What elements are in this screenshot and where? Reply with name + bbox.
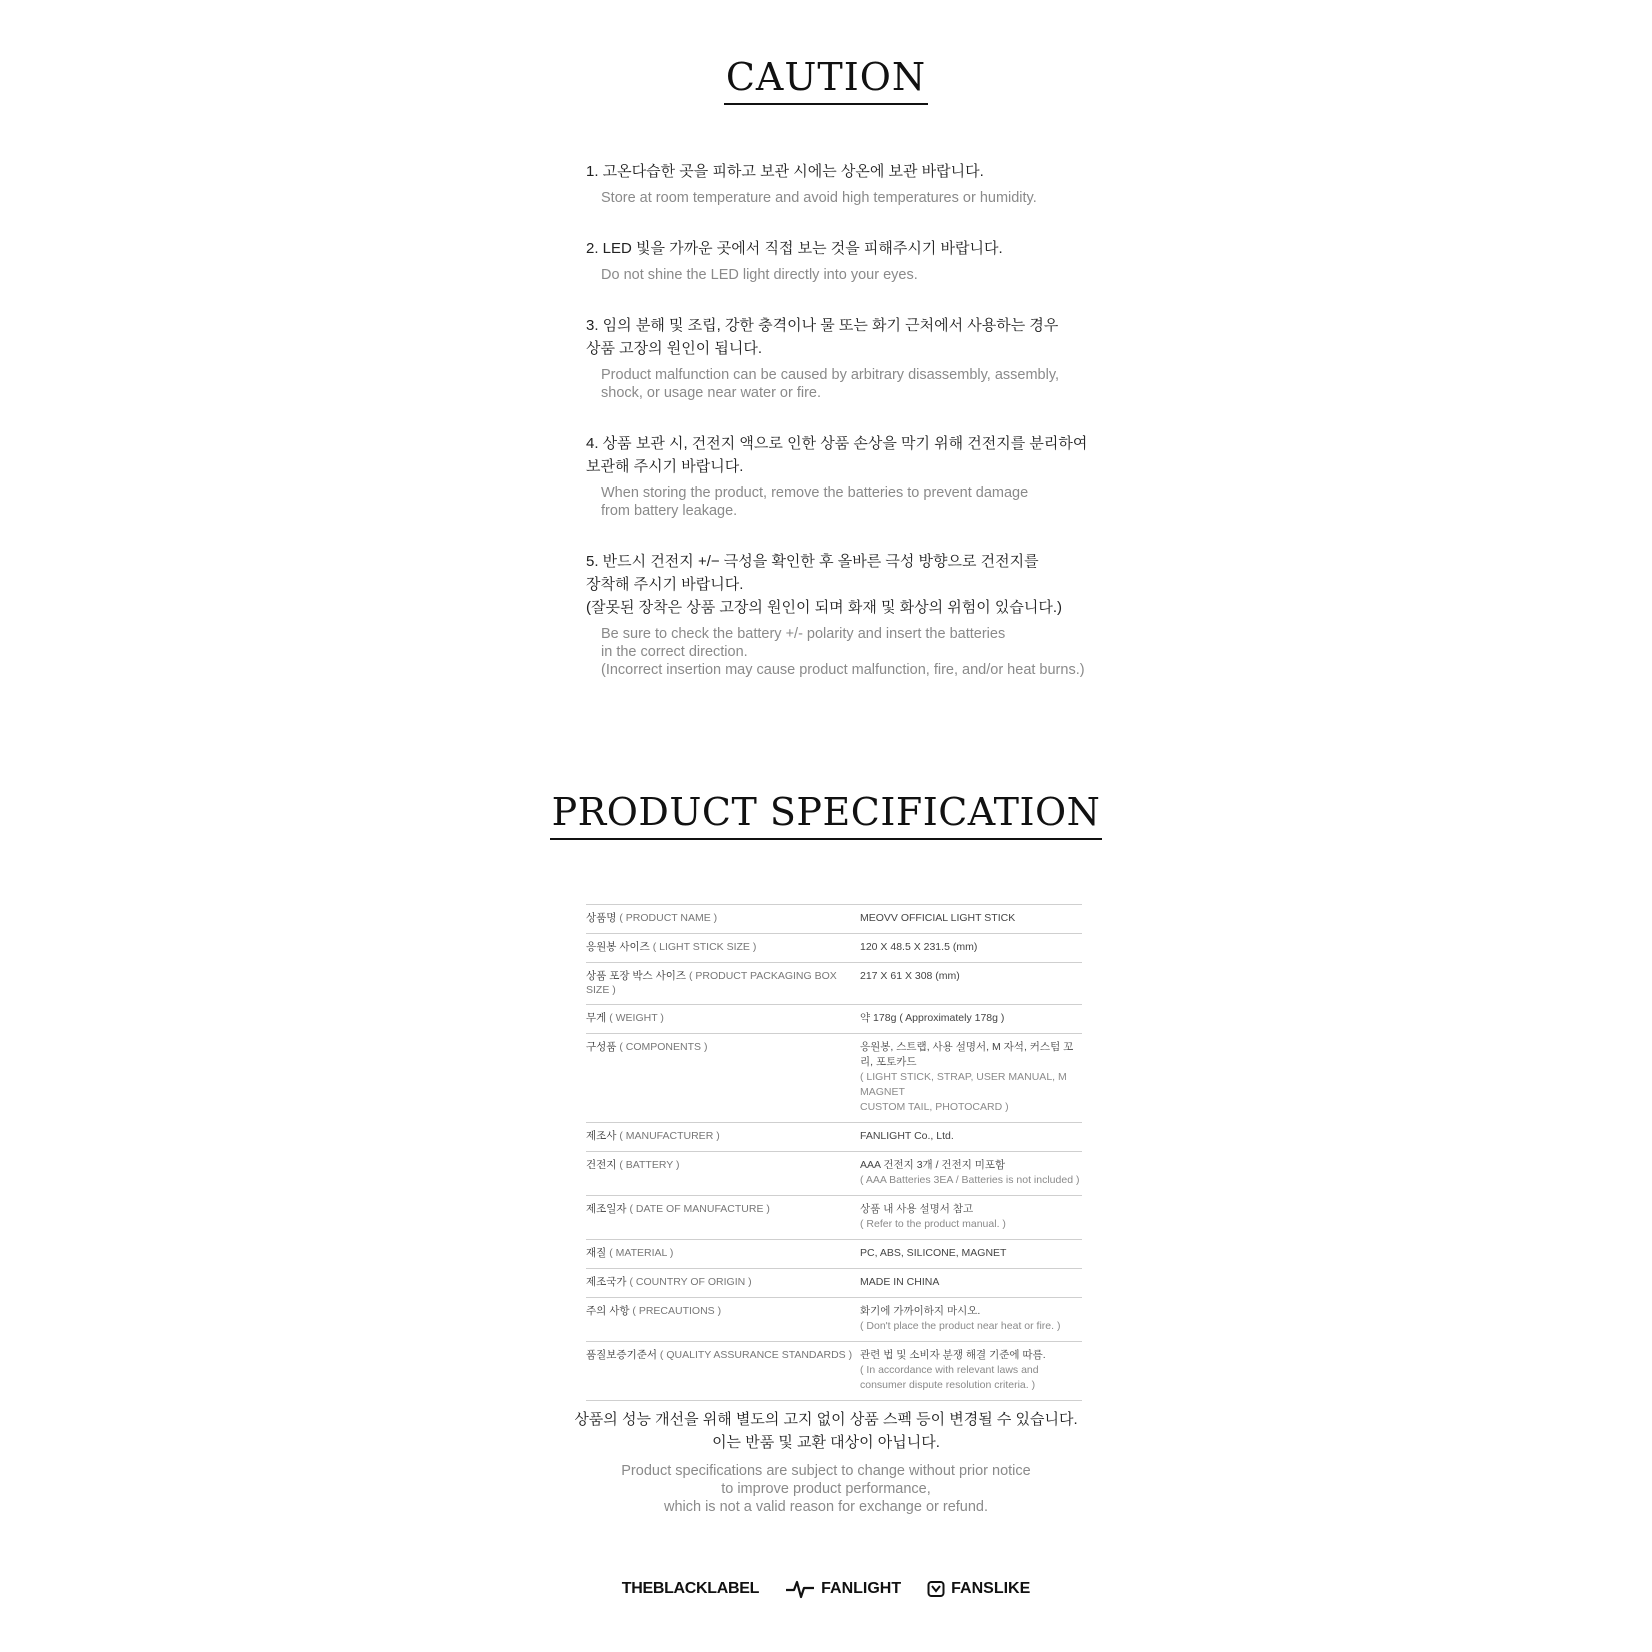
notice-korean: 상품의 성능 개선을 위해 별도의 고지 없이 상품 스펙 등이 변경될 수 있습니다. 이는 반품 및 교환 대상이 아닙니다. <box>574 1411 1078 1451</box>
spec-key <box>586 1158 860 1188</box>
spec-key-english: ( COMPONENTS ) <box>616 1041 708 1053</box>
spec-key-korean: 재질 <box>586 1247 607 1259</box>
brand-logos <box>0 1578 1652 1600</box>
spec-value-main: 120 X 48.5 X 231.5 (mm) <box>860 941 978 953</box>
spec-key <box>586 911 860 926</box>
fanlight-logo <box>785 1578 901 1600</box>
spec-key-english: ( COUNTRY OF ORIGIN ) <box>626 1276 752 1288</box>
spec-value-sub: ( AAA Batteries 3EA / Batteries is not included ) <box>860 1174 1080 1186</box>
spec-key-english: ( MANUFACTURER ) <box>616 1130 720 1142</box>
fanslike-mark-icon <box>927 1580 945 1598</box>
spec-key <box>586 940 860 955</box>
spec-key-korean: 구성품 <box>586 1041 617 1053</box>
spec-key-english: ( MATERIAL ) <box>606 1247 674 1259</box>
caution-title: CAUTION <box>724 55 928 105</box>
spec-key-korean: 주의 사항 <box>586 1305 630 1317</box>
caution-item-english: Product malfunction can be caused by arbitrary disassembly, assembly, shock, or usage near water or fire. <box>601 367 1060 401</box>
spec-title: PRODUCT SPECIFICATION <box>550 790 1103 840</box>
spec-key-english: ( QUALITY ASSURANCE STANDARDS ) <box>657 1349 853 1361</box>
spec-row <box>586 1005 1082 1034</box>
spec-key <box>586 1011 860 1026</box>
spec-value-main: FANLIGHT Co., Ltd. <box>860 1130 954 1142</box>
spec-key <box>586 1202 860 1232</box>
spec-row <box>586 1196 1082 1240</box>
spec-key-korean: 제조일자 <box>586 1203 627 1215</box>
spec-key-english: ( PRODUCT NAME ) <box>616 912 718 924</box>
spec-row <box>586 1269 1082 1298</box>
caution-item-english: Store at room temperature and avoid high temperatures or humidity. <box>601 190 1037 206</box>
caution-item-korean: 4. 상품 보관 시, 건전지 액으로 인한 상품 손상을 막기 위해 건전지를 분리하여 보관해 주시기 바랍니다. <box>586 435 1088 475</box>
spec-key-english: ( BATTERY ) <box>616 1159 680 1171</box>
spec-value <box>860 969 1082 997</box>
spec-value <box>860 1246 1082 1261</box>
spec-value-sub: ( Refer to the product manual. ) <box>860 1218 1006 1230</box>
spec-value <box>860 1304 1082 1334</box>
caution-item-korean: 3. 임의 분해 및 조립, 강한 충격이나 물 또는 화기 근처에서 사용하는 경우 상품 고장의 원인이 됩니다. <box>586 317 1059 357</box>
spec-key-korean: 제조사 <box>586 1130 617 1142</box>
theblacklabel-logo-text: THEBLACKLABEL <box>621 1580 760 1597</box>
spec-key <box>586 1275 860 1290</box>
spec-value-main: 약 178g ( Approximately 178g ) <box>860 1012 1005 1024</box>
spec-value-main: 응원봉, 스트랩, 사용 설명서, M 자석, 커스텀 꼬리, 포토카드 <box>860 1041 1074 1068</box>
spec-value <box>860 1129 1082 1144</box>
caution-item <box>586 314 1106 402</box>
spec-key <box>586 1129 860 1144</box>
spec-row <box>586 1298 1082 1342</box>
spec-key-english: ( WEIGHT ) <box>606 1012 664 1024</box>
spec-key-english: ( PRECAUTIONS ) <box>629 1305 722 1317</box>
spec-heading <box>0 790 1652 840</box>
theblacklabel-logo <box>622 1580 759 1598</box>
spec-change-notice <box>0 1408 1652 1516</box>
notice-english: Product specifications are subject to change without prior notice to improve product performance, which is not a valid reason for exchange or refund. <box>621 1463 1031 1515</box>
spec-value-sub: ( In accordance with relevant laws and consumer dispute resolution criteria. ) <box>860 1364 1039 1391</box>
caution-item-korean: 5. 반드시 건전지 +/− 극성을 확인한 후 올바른 극성 방향으로 건전지를 장착해 주시기 바랍니다. (잘못된 장착은 상품 고장의 원인이 되며 화재 및 화상의 위험이 있습니다.) <box>586 553 1063 616</box>
spec-value <box>860 1275 1082 1290</box>
spec-value-main: 관련 법 및 소비자 분쟁 해결 기준에 따름. <box>860 1349 1046 1361</box>
spec-row <box>586 1342 1082 1401</box>
spec-key-korean: 상품명 <box>586 912 617 924</box>
caution-item <box>586 432 1106 520</box>
caution-item-korean: 2. LED 빛을 가까운 곳에서 직접 보는 것을 피해주시기 바랍니다. <box>586 240 1003 257</box>
spec-key <box>586 1246 860 1261</box>
caution-item-english: Do not shine the LED light directly into your eyes. <box>601 267 918 283</box>
fanlight-logo-text: FANLIGHT <box>821 1580 902 1597</box>
caution-list <box>586 160 1106 709</box>
spec-value <box>860 1040 1082 1115</box>
spec-key-korean: 건전지 <box>586 1159 617 1171</box>
spec-key-korean: 품질보증기준서 <box>586 1349 658 1361</box>
spec-value-sub: ( LIGHT STICK, STRAP, USER MANUAL, M MAGNET CUSTOM TAIL, PHOTOCARD ) <box>860 1071 1067 1113</box>
caution-item <box>586 550 1106 679</box>
spec-key <box>586 1304 860 1334</box>
spec-row <box>586 1240 1082 1269</box>
spec-row <box>586 905 1082 934</box>
spec-table <box>586 904 1082 1401</box>
fanlight-mark-icon <box>785 1578 815 1600</box>
spec-value <box>860 940 1082 955</box>
spec-value <box>860 911 1082 926</box>
caution-item <box>586 160 1106 207</box>
spec-row <box>586 1123 1082 1152</box>
spec-value <box>860 1011 1082 1026</box>
spec-row <box>586 1152 1082 1196</box>
spec-key-english: ( LIGHT STICK SIZE ) <box>649 941 757 953</box>
spec-key-korean: 응원봉 사이즈 <box>586 941 650 953</box>
spec-key <box>586 969 860 997</box>
spec-row <box>586 934 1082 963</box>
spec-key-english: ( DATE OF MANUFACTURE ) <box>626 1203 770 1215</box>
spec-value-main: MADE IN CHINA <box>860 1276 940 1288</box>
spec-value <box>860 1158 1082 1188</box>
spec-value-main: AAA 건전지 3개 / 건전지 미포함 <box>860 1159 1006 1171</box>
caution-item-english: When storing the product, remove the batteries to prevent damage from battery leakage. <box>601 485 1029 519</box>
spec-value-main: 217 X 61 X 308 (mm) <box>860 970 960 982</box>
fanslike-logo <box>927 1580 1030 1598</box>
spec-key <box>586 1040 860 1115</box>
spec-key <box>586 1348 860 1393</box>
spec-row <box>586 963 1082 1005</box>
spec-key-english: ( PRODUCT PACKAGING BOX SIZE ) <box>586 970 837 996</box>
spec-value-main: MEOVV OFFICIAL LIGHT STICK <box>860 912 1016 924</box>
spec-key-korean: 무게 <box>586 1012 607 1024</box>
spec-key-korean: 제조국가 <box>586 1276 627 1288</box>
spec-row <box>586 1034 1082 1123</box>
spec-value-main: 화기에 가까이하지 마시오. <box>860 1305 981 1317</box>
caution-heading <box>0 55 1652 105</box>
caution-item-korean: 1. 고온다습한 곳을 피하고 보관 시에는 상온에 보관 바랍니다. <box>586 163 984 180</box>
spec-key-korean: 상품 포장 박스 사이즈 <box>586 970 687 982</box>
spec-value-main: PC, ABS, SILICONE, MAGNET <box>860 1247 1007 1259</box>
spec-value <box>860 1202 1082 1232</box>
spec-value-main: 상품 내 사용 설명서 참고 <box>860 1203 974 1215</box>
caution-item-english: Be sure to check the battery +/- polarity and insert the batteries in the correct direction. (Incorrect insertion may cause product malfunction, fire, and/or heat burns.) <box>601 626 1085 678</box>
fanslike-logo-text: FANSLIKE <box>951 1580 1031 1597</box>
spec-value-sub: ( Don't place the product near heat or fire. ) <box>860 1320 1061 1332</box>
caution-item <box>586 237 1106 284</box>
spec-value <box>860 1348 1082 1393</box>
